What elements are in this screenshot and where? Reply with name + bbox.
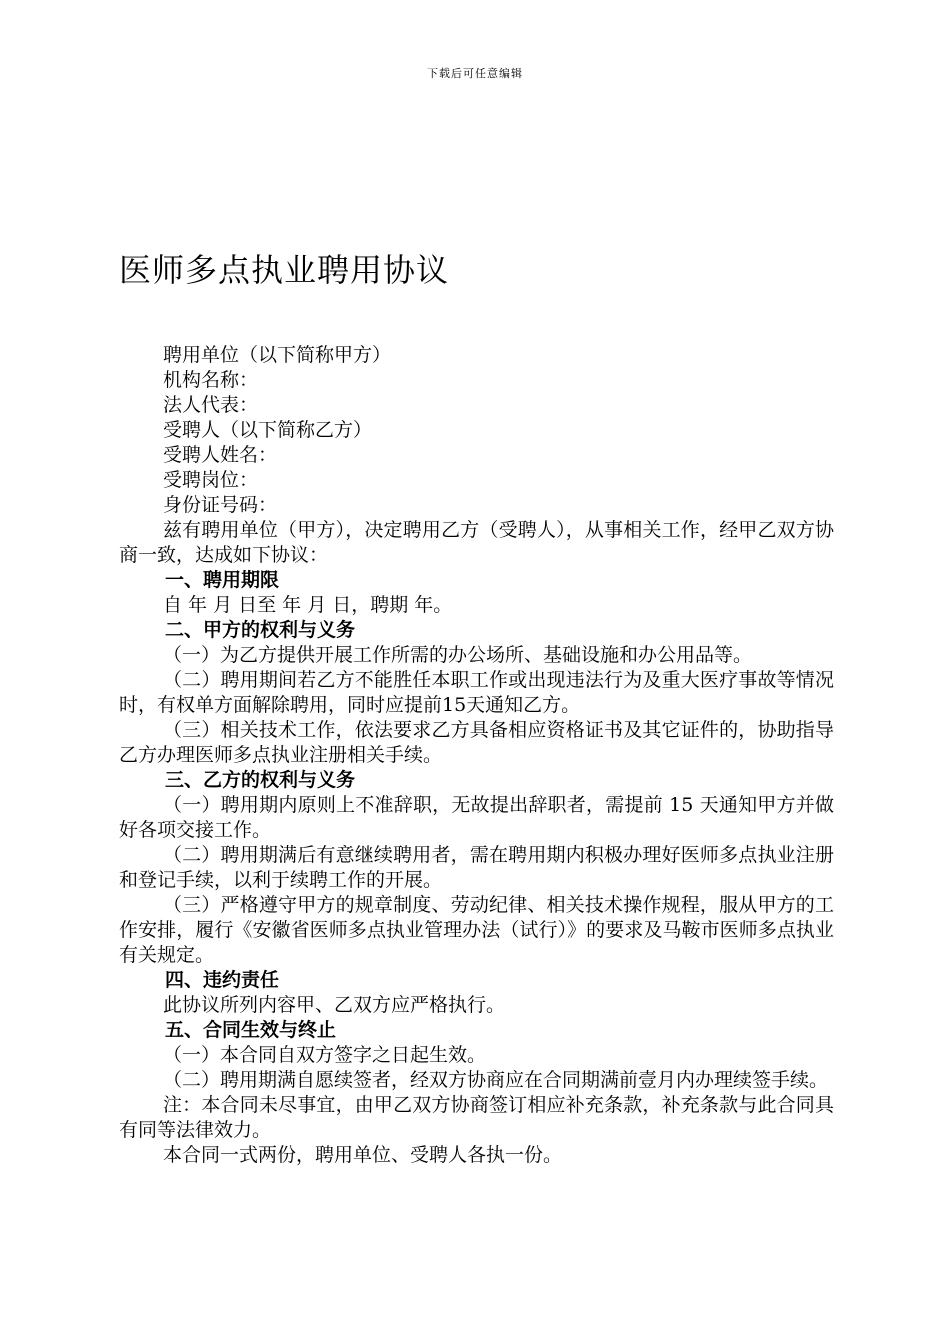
- paragraph-party-b-3: （三）严格遵守甲方的规章制度、劳动纪律、相关技术操作规程，服从甲方的工作安排，履行《安徽省医师多点执业管理办法（试行）》的要求及马鞍市医师多点执业有关规定。: [119, 894, 834, 966]
- paragraph-note: 注：本合同未尽事宜，由甲乙双方协商签订相应补充条款，补充条款与此合同具有同等法律效力。: [119, 1094, 834, 1141]
- paragraph-employee: 受聘人（以下简称乙方）: [163, 419, 373, 441]
- paragraph-party-a-2: （二）聘用期间若乙方不能胜任本职工作或出现违法行为及重大医疗事故等情况时，有权单方面解除聘用，同时应提前15天通知乙方。: [119, 669, 834, 716]
- paragraph-institution-name: 机构名称：: [163, 369, 259, 391]
- paragraph-employer: 聘用单位（以下简称甲方）: [163, 344, 392, 366]
- paragraph-effect-1: （一）本合同自双方签字之日起生效。: [163, 1044, 487, 1066]
- paragraph-effect-2: （二）聘用期满自愿续签者，经双方协商应在合同期满前壹月内办理续签手续。: [163, 1069, 829, 1091]
- paragraph-position: 受聘岗位：: [163, 469, 259, 491]
- paragraph-liability: 此协议所列内容甲、乙双方应严格执行。: [163, 994, 506, 1016]
- paragraph-employee-name: 受聘人姓名：: [163, 444, 278, 466]
- section-heading-party-a: 二、甲方的权利与义务: [165, 619, 356, 641]
- paragraph-party-a-3: （三）相关技术工作，依法要求乙方具备相应资格证书及其它证件的，协助指导乙方办理医师多点执业注册相关手续。: [119, 719, 834, 766]
- document-title: 医师多点执业聘用协议: [119, 251, 450, 289]
- paragraph-id-number: 身份证号码：: [163, 494, 278, 516]
- paragraph-preamble: 兹有聘用单位（甲方），决定聘用乙方（受聘人），从事相关工作，经甲乙双方协商一致，达成如下协议：: [119, 519, 834, 566]
- header-note: 下载后可任意编辑: [427, 67, 523, 80]
- paragraph-party-a-1: （一）为乙方提供开展工作所需的办公场所、基础设施和办公用品等。: [163, 644, 753, 666]
- section-heading-term: 一、聘用期限: [165, 569, 280, 591]
- section-heading-effect: 五、合同生效与终止: [165, 1019, 337, 1041]
- section-heading-party-b: 三、乙方的权利与义务: [165, 769, 356, 791]
- paragraph-legal-representative: 法人代表：: [163, 394, 259, 416]
- section-heading-liability: 四、违约责任: [165, 969, 280, 991]
- document-body: [119, 343, 834, 1168]
- paragraph-party-b-2: （二）聘用期满后有意继续聘用者，需在聘用期内积极办理好医师多点执业注册和登记手续，以利于续聘工作的开展。: [119, 844, 834, 891]
- paragraph-copies: 本合同一式两份，聘用单位、受聘人各执一份。: [163, 1144, 563, 1166]
- paragraph-party-b-1: （一）聘用期内原则上不准辞职，无故提出辞职者，需提前 15 天通知甲方并做好各项交接工作。: [119, 794, 834, 841]
- paragraph-term: 自 年 月 日至 年 月 日，聘期 年。: [163, 594, 453, 616]
